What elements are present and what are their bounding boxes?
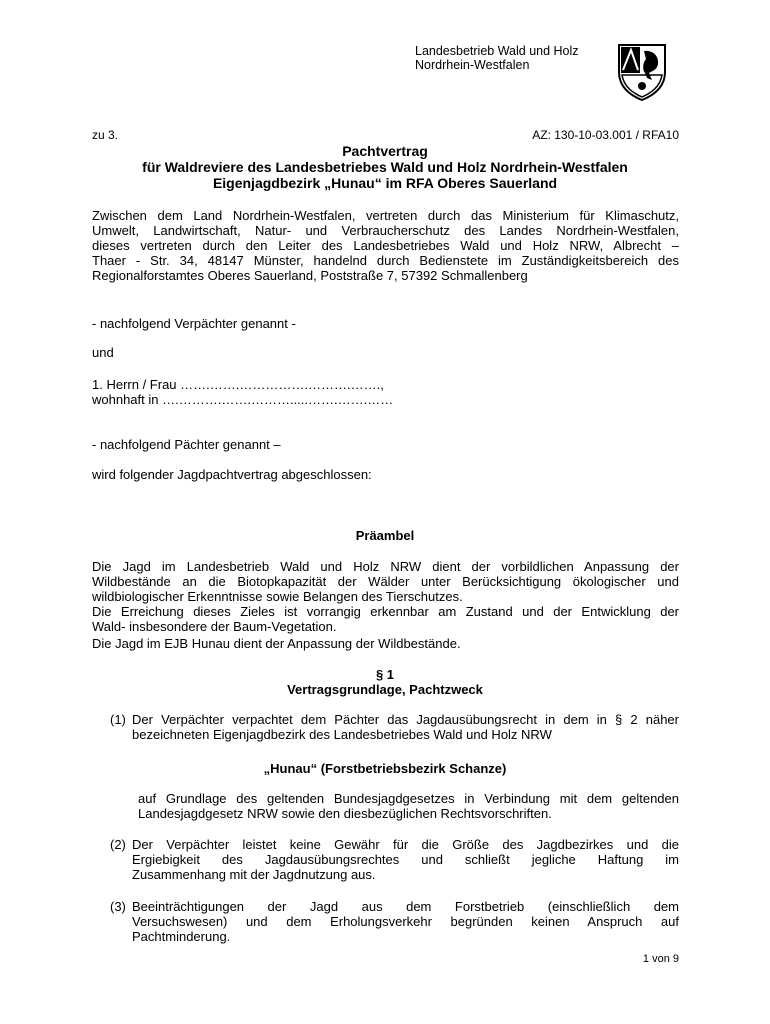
nrw-coat-of-arms-icon	[616, 42, 668, 102]
paragraph-1-line: Der Verpächter verpachtet dem Pächter das Jagdausübungsrecht in dem in § 2 näher	[132, 712, 679, 727]
and-label: und	[92, 345, 114, 360]
contract-closing-statement: wird folgender Jagdpachtvertrag abgeschlossen:	[92, 467, 372, 482]
section-number: § 1	[375, 667, 395, 682]
intro-line: Thaer - Str. 34, 48147 Münster, handelnd durch Bedienstete im Zuständigkeitsbereich des	[92, 253, 679, 268]
paragraph-number: (1)	[110, 712, 126, 727]
document-subtitle: für Waldreviere des Landesbetriebes Wald und Holz Nordrhein-Westfalen	[142, 159, 628, 175]
lessor-designation: - nachfolgend Verpächter genannt -	[92, 316, 296, 331]
document-subtitle-hunting-district: Eigenjagdbezirk „Hunau“ im RFA Oberes Sauerland	[212, 175, 558, 191]
preamble-line: wildbiologischer Erkenntnisse sowie Belangen des Tierschutzes.	[92, 589, 463, 604]
paragraph-number: (3)	[110, 899, 126, 914]
intro-line: Regionalforstamtes Oberes Sauerland, Poststraße 7, 57392 Schmallenberg	[92, 268, 528, 283]
org-name-line2: Nordrhein-Westfalen	[415, 58, 530, 72]
section-title: Vertragsgrundlage, Pachtzweck	[287, 682, 483, 697]
paragraph-3-line: Pachtminderung.	[132, 929, 231, 944]
paragraph-1-line: bezeichneten Eigenjagdbezirk des Landesbetriebes Wald und Holz NRW	[132, 727, 552, 742]
paragraph-2-line: Zusammenhang mit der Jagdnutzung aus.	[132, 867, 376, 882]
preamble-line: Wald- insbesondere der Baum-Vegetation.	[92, 619, 337, 634]
intro-line: Zwischen dem Land Nordrhein-Westfalen, vertreten durch das Ministerium für Klimaschutz,	[92, 208, 679, 223]
tenant-designation: - nachfolgend Pächter genannt –	[92, 437, 281, 452]
paragraph-3-line: Versuchswesen) und dem Erholungsverkehr begründen keinen Anspruch auf	[132, 914, 679, 929]
preamble-line: Die Jagd im Landesbetrieb Wald und Holz NRW dient der vorbildlichen Anpassung der	[92, 559, 679, 574]
preamble-line: Wildbestände an die Biotopkapazität der Wälder unter Berücksichtigung ökologischer und	[92, 574, 679, 589]
intro-line: Umwelt, Landwirtschaft, Natur- und Verbraucherschutz des Landes Nordrhein-Westfalen,	[92, 223, 679, 238]
document-title: Pachtvertrag	[342, 143, 428, 159]
paragraph-2-line: Ergiebigkeit des Jagdausübungsrechtes und schließt jegliche Haftung im	[132, 852, 679, 867]
hunting-district-name: „Hunau“ (Forstbetriebsbezirk Schanze)	[263, 761, 507, 776]
reference-left: zu 3.	[92, 128, 119, 142]
paragraph-2-line: Der Verpächter leistet keine Gewähr für die Größe des Jagdbezirkes und die	[132, 837, 679, 852]
tenant-name-field: 1. Herrn / Frau …….…….…………….……….…….,	[92, 377, 384, 392]
paragraph-number: (2)	[110, 837, 126, 852]
reference-az: AZ: 130-10-03.001 / RFA10	[532, 128, 679, 142]
paragraph-3-line: Beeinträchtigungen der Jagd aus dem Forstbetrieb (einschließlich dem	[132, 899, 679, 914]
paragraph-1-continuation: Landesjagdgesetz NRW sowie den diesbezüglichen Rechtsvorschriften.	[138, 806, 552, 821]
org-name-line1: Landesbetrieb Wald und Holz	[415, 44, 579, 58]
preamble-line: Die Jagd im EJB Hunau dient der Anpassung der Wildbestände.	[92, 636, 461, 651]
tenant-address-field: wohnhaft in ….……….…….……….....…….…….……	[92, 392, 394, 407]
paragraph-1-continuation: auf Grundlage des geltenden Bundesjagdgesetzes in Verbindung mit dem geltenden	[138, 791, 679, 806]
page-number: 1 von 9	[642, 953, 679, 965]
preamble-line: Die Erreichung dieses Zieles ist vorrangig erkennbar am Zustand und der Entwicklung der	[92, 604, 679, 619]
intro-line: dieses vertreten durch den Leiter des Landesbetriebes Wald und Holz NRW, Albrecht –	[92, 238, 679, 253]
preamble-heading: Präambel	[355, 528, 415, 543]
